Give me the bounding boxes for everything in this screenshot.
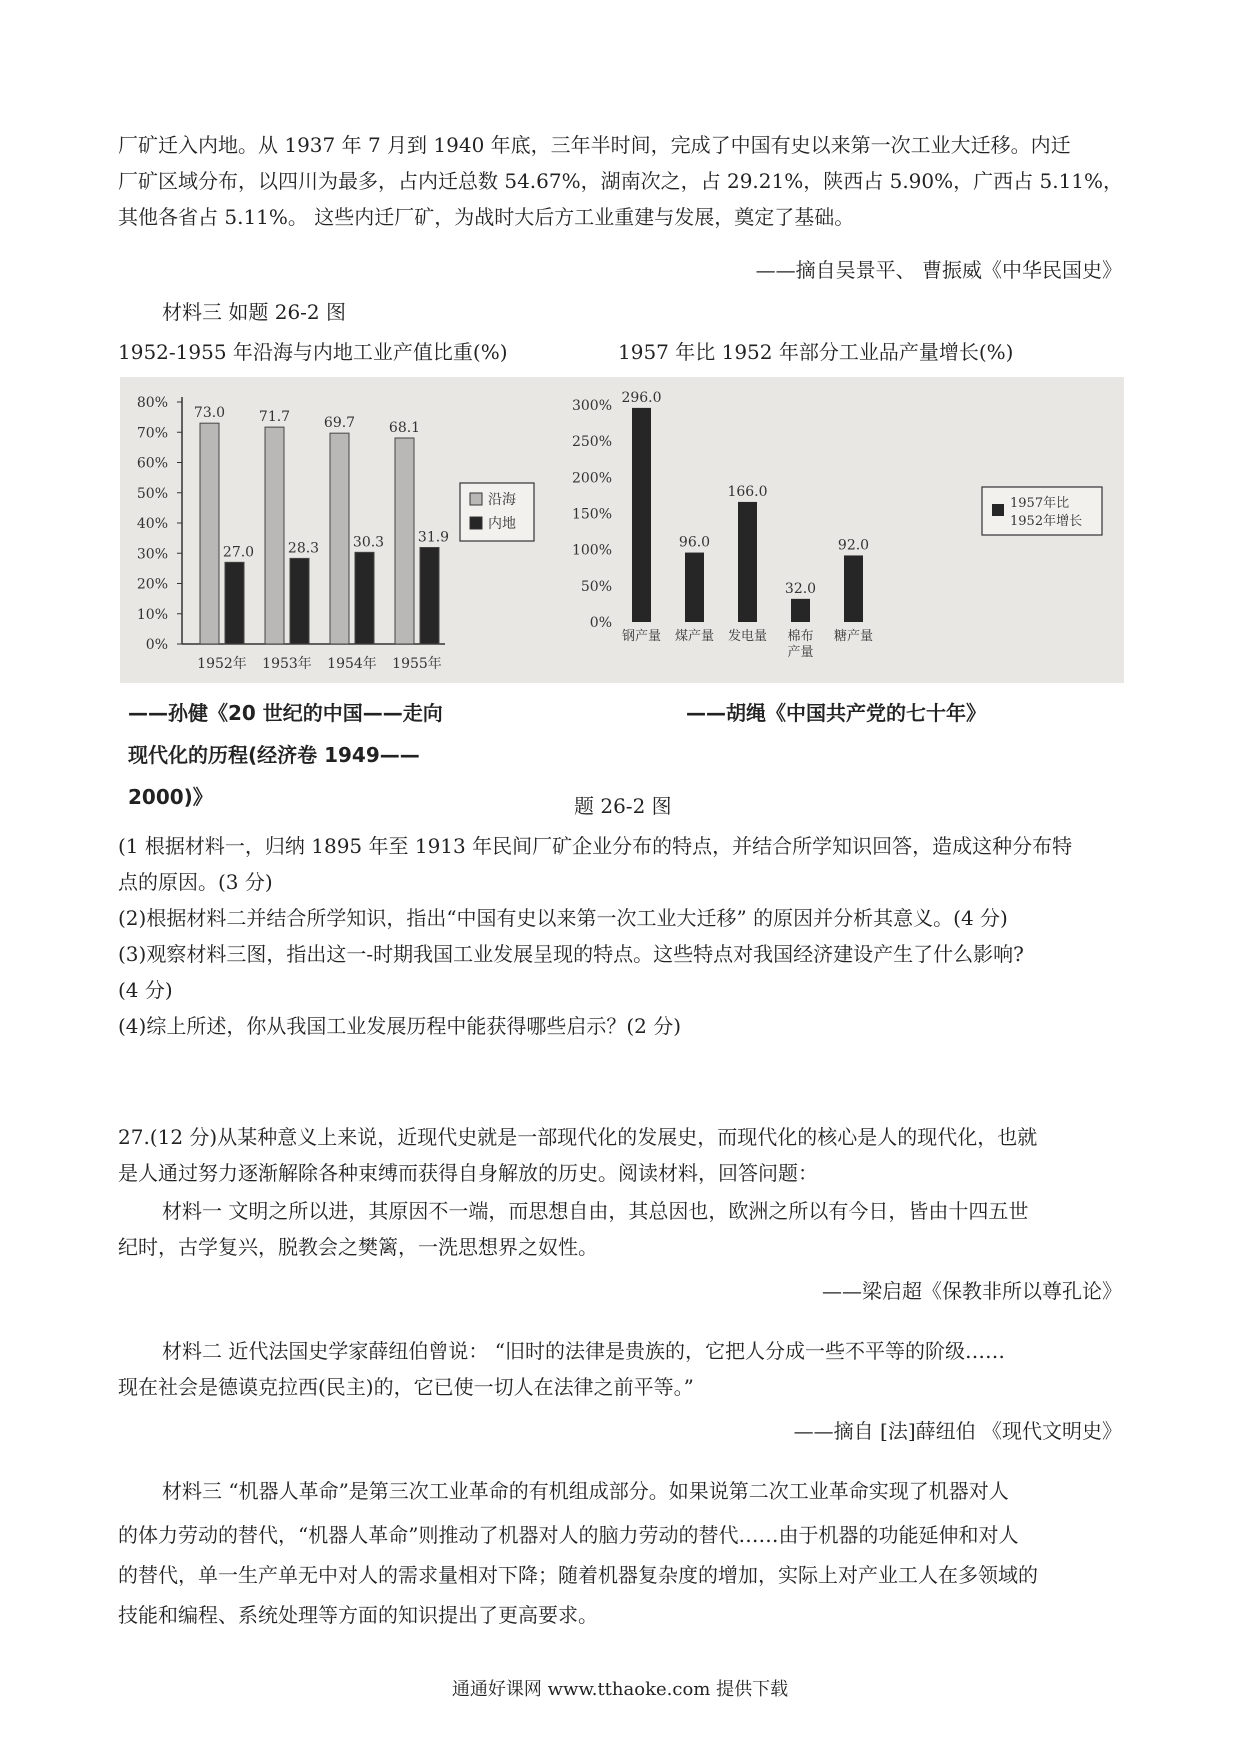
x-tick-label: 1952年: [197, 656, 247, 672]
material3-text: [118, 1473, 1128, 1509]
material1-cont: [118, 1229, 1128, 1265]
bar-coastal: [200, 423, 219, 644]
source-line: 现代化的历程(经济卷 1949——: [128, 743, 420, 767]
data-label: 166.0: [727, 483, 768, 500]
y-tick-label: 150%: [571, 506, 612, 523]
y-tick-label: 80%: [136, 395, 168, 411]
data-label: 30.3: [352, 534, 385, 551]
data-label: 69.7: [323, 415, 356, 432]
question-line: (4)综上所述，你从我国工业发展历程中能获得哪些启示？(2 分): [118, 1014, 682, 1038]
x-tick-label: 棉布: [787, 629, 814, 644]
bar-coastal: [395, 438, 414, 644]
material-line: 材料三 “机器人革命”是第三次工业革命的有机组成部分。如果说第二次工业革命实现了机器对人: [162, 1479, 1009, 1503]
x-tick-label: 发电量: [727, 629, 768, 644]
data-label: 71.7: [258, 409, 291, 426]
y-tick-label: 20%: [136, 576, 168, 593]
material3-intro: 材料三 如题 26-2 图: [162, 300, 347, 324]
bar-inland: [225, 562, 244, 644]
data-label: 28.3: [287, 540, 320, 557]
material-line: 现在社会是德谟克拉西(民主)的，它已使一切人在法律之前平等。”: [118, 1375, 694, 1399]
chart-figure: [120, 377, 1124, 683]
y-tick-label: 50%: [580, 578, 612, 595]
y-tick-label: 100%: [571, 542, 612, 559]
y-tick-label: 300%: [571, 398, 612, 414]
legend-label: 1957年比: [1010, 496, 1070, 511]
x-tick-label: 1953年: [262, 656, 312, 672]
material-line: 的替代，单一生产单无中对人的需求量相对下降；随着机器复杂度的增加，实际上对产业工人在多领域的: [118, 1563, 1038, 1587]
bar-inland: [355, 552, 374, 644]
bar-growth: [844, 555, 863, 622]
data-label: 73.0: [193, 405, 226, 422]
data-label: 296.0: [621, 389, 662, 406]
data-label: 96.0: [678, 534, 711, 551]
question-line: (4 分): [118, 978, 173, 1002]
legend-swatch: [470, 517, 482, 529]
y-tick-label: 60%: [136, 455, 168, 472]
material2: [118, 1333, 1128, 1369]
bar-inland: [290, 558, 309, 644]
y-tick-label: 250%: [571, 434, 612, 451]
source-line: ——孙健《20 世纪的中国——走向: [128, 701, 443, 725]
x-tick-label: 1955年: [392, 656, 442, 672]
figure-caption: 题 26-2 图: [574, 794, 672, 818]
bar-growth: [632, 408, 651, 622]
material-line: 的体力劳动的替代，“机器人革命”则推动了机器对人的脑力劳动的替代……由于机器的功能延伸和对人: [118, 1523, 1019, 1547]
bar-growth: [791, 599, 810, 622]
question-line: 27.(12 分)从某种意义上来说，近现代史就是一部现代化的发展史，而现代化的核心是人的现代化，也就: [118, 1125, 1038, 1149]
material-line: 技能和编程、系统处理等方面的知识提出了更高要求。: [118, 1603, 598, 1627]
material-line: 材料一 文明之所以进，其原因不一端，而思想自由，其总因也，欧洲之所以有今日，皆由十四五世: [162, 1199, 1029, 1223]
questions-26: [118, 828, 1128, 1044]
bar-inland: [420, 548, 439, 644]
paragraph-line: 厂矿迁入内地。从 1937 年 7 月到 1940 年底，三年半时间，完成了中国有史以来第一次工业大迁移。内迁: [118, 133, 1071, 157]
question-line: (3)观察材料三图，指出这一-时期我国工业发展呈现的特点。这些特点对我国经济建设产生了什么影响?: [118, 942, 1024, 966]
question-line: 是人通过努力逐渐解除各种束缚而获得自身解放的历史。阅读材料，回答问题：: [118, 1161, 818, 1185]
y-tick-label: 40%: [136, 516, 168, 532]
right-chart-source: ——胡绳《中国共产党的七十年》: [686, 701, 986, 725]
left-chart-source: [128, 692, 548, 818]
question-line: 点的原因。(3 分): [118, 870, 273, 894]
bar-growth: [685, 553, 704, 622]
x-tick-label: 糖产量: [833, 629, 874, 644]
data-label: 68.1: [388, 419, 421, 436]
charts-svg: [120, 377, 1124, 683]
y-tick-label: 0%: [589, 615, 612, 631]
top-paragraph: [118, 127, 1128, 235]
y-tick-label: 0%: [145, 637, 168, 653]
y-tick-label: 10%: [136, 606, 168, 623]
bar-coastal: [265, 427, 284, 644]
question-27: [118, 1119, 1128, 1191]
right-chart-title: 1957 年比 1952 年部分工业品产量增长(%): [618, 340, 1014, 364]
bar-coastal: [330, 433, 349, 644]
x-tick-label: 钢产量: [621, 629, 662, 644]
paragraph-line: 厂矿区域分布，以四川为最多，占内迁总数 54.67%，湖南次之，占 29.21%，陕西占 5.90%，广西占 5.11%，: [118, 169, 1124, 193]
legend-label: 1952年增长: [1010, 514, 1083, 529]
material3-text-cont: [118, 1515, 1128, 1635]
data-label: 27.0: [222, 544, 255, 561]
question-line: (1 根据材料一，归纳 1895 年至 1913 年民间厂矿企业分布的特点，并结合所学知识回答，造成这种分布特: [118, 834, 1073, 858]
x-tick-label: 1954年: [327, 656, 377, 672]
left-chart-title: 1952-1955 年沿海与内地工业产值比重(%): [118, 340, 508, 364]
x-tick-label: 产量: [787, 645, 814, 660]
data-label: 32.0: [784, 580, 817, 597]
material-line: 纪时，古学复兴，脱教会之樊篱，一洗思想界之奴性。: [118, 1235, 598, 1259]
source-citation: ——摘自吴景平、 曹振威《中华民国史》: [755, 258, 1122, 282]
y-tick-label: 30%: [136, 546, 168, 563]
legend-label: 沿海: [488, 492, 516, 508]
data-label: 31.9: [417, 529, 450, 546]
paragraph-line: 其他各省占 5.11%。 这些内迁厂矿，为战时大后方工业重建与发展，奠定了基础。: [118, 205, 855, 229]
source-line: 2000)》: [128, 785, 213, 809]
material2-source: ——摘自 [法]薛纽伯 《现代文明史》: [793, 1419, 1122, 1443]
y-tick-label: 70%: [136, 425, 168, 442]
legend-swatch: [470, 493, 482, 505]
x-tick-label: 煤产量: [674, 629, 715, 644]
material1-source: ——梁启超《保教非所以尊孔论》: [822, 1279, 1122, 1303]
bar-growth: [738, 502, 757, 622]
legend-swatch: [992, 504, 1004, 516]
material-line: 材料二 近代法国史学家薛纽伯曾说： “旧时的法律是贵族的，它把人分成一些不平等的阶级……: [162, 1339, 1005, 1363]
legend-label: 内地: [488, 516, 516, 532]
page-footer: 通通好课网 www.tthaoke.com 提供下载: [451, 1679, 789, 1700]
material2-cont: [118, 1369, 1128, 1405]
material1: [118, 1193, 1128, 1229]
y-tick-label: 50%: [136, 485, 168, 502]
data-label: 92.0: [837, 537, 870, 554]
y-tick-label: 200%: [571, 470, 612, 487]
question-line: (2)根据材料二并结合所学知识，指出“中国有史以来第一次工业大迁移” 的原因并分析其意义。(4 分): [118, 906, 1008, 930]
